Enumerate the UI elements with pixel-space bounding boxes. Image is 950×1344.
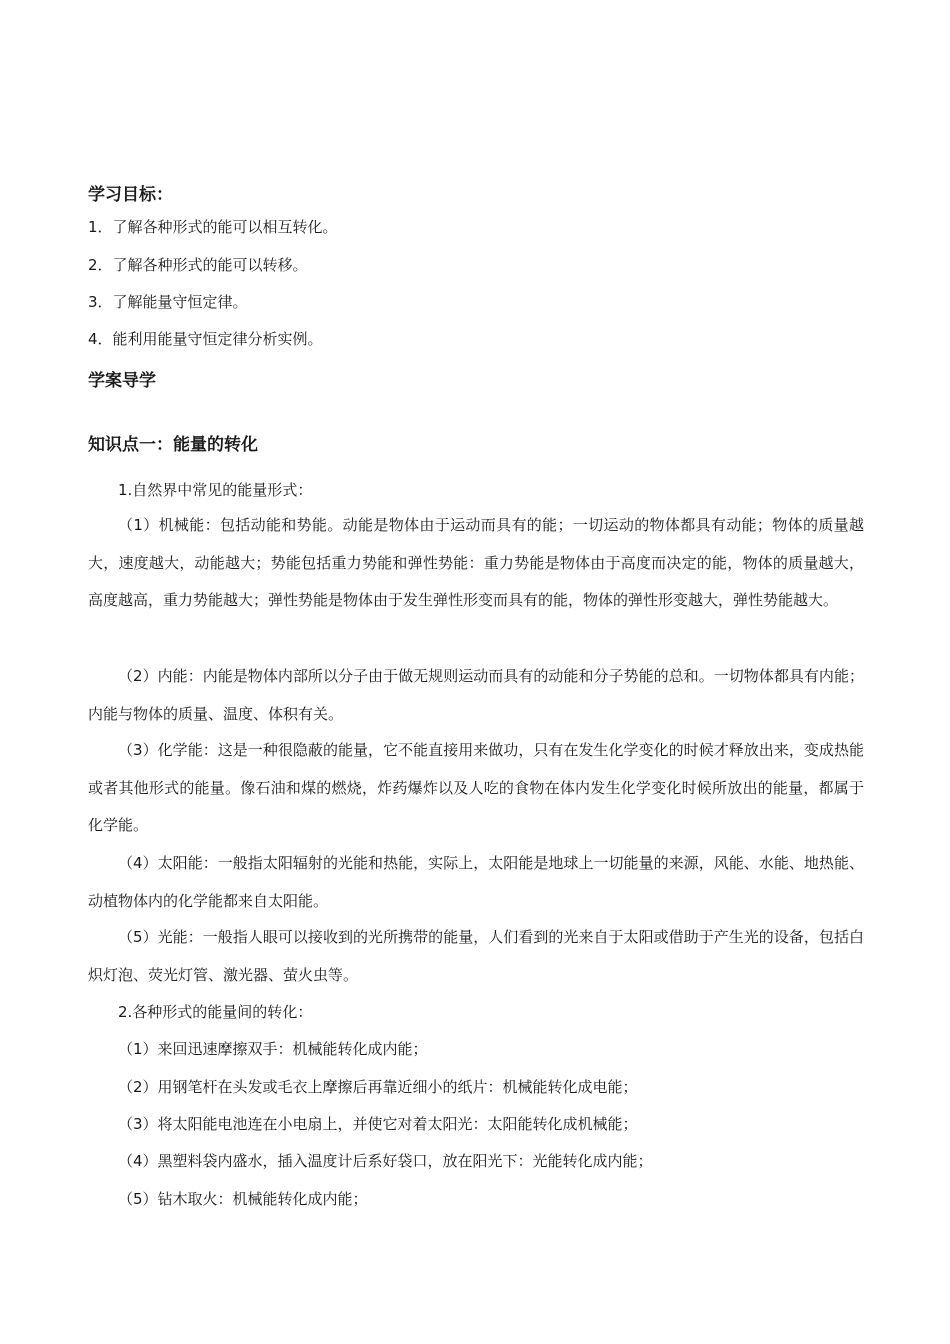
energy-form-chemical: （3）化学能：这是一种很隐蔽的能量，它不能直接用来做功，只有在发生化学变化的时候才释放出来，变成热能或者其他形式的能量。像石油和煤的燃烧，炸药爆炸以及人吃的食物在体内发生化学变化时候所放出的能量，都属于化学能。 bbox=[88, 741, 864, 834]
energy-conversion-intro: 2.各种形式的能量间的转化： bbox=[118, 1003, 313, 1021]
objective-item-2: 2．了解各种形式的能可以转移。 bbox=[88, 256, 308, 274]
energy-form-mechanical: （1）机械能：包括动能和势能。动能是物体由于运动而具有的能；一切运动的物体都具有动能；物体的质量越大，速度越大，动能越大；势能包括重力势能和弹性势能：重力势能是物体由于高度而决定的能，物体的质量越大，高度越高，重力势能越大；弹性势能是物体由于发生弹性形变而具有的能，物体的弹性形变越大，弹性势能越大。 bbox=[88, 516, 864, 609]
energy-form-solar: （4）太阳能：一般指太阳辐射的光能和热能，实际上，太阳能是地球上一切能量的来源，风能、水能、地热能、动植物体内的化学能都来自太阳能。 bbox=[88, 854, 864, 910]
energy-form-light: （5）光能：一般指人眼可以接收到的光所携带的能量，人们看到的光来自于太阳或借助于产生光的设备，包括白炽灯泡、荧光灯管、激光器、萤火虫等。 bbox=[88, 928, 864, 984]
objective-item-3: 3．了解能量守恒定律。 bbox=[88, 293, 248, 311]
objectives-title: 学习目标： bbox=[88, 185, 173, 205]
conversion-item-2: （2）用钢笔杆在头发或毛衣上摩擦后再靠近细小的纸片：机械能转化成电能； bbox=[118, 1078, 638, 1096]
guide-title: 学案导学 bbox=[88, 371, 156, 391]
conversion-item-5: （5）钻木取火：机械能转化成内能； bbox=[118, 1190, 368, 1208]
objective-item-1: 1．了解各种形式的能可以相互转化。 bbox=[88, 218, 338, 236]
knowledge-point-title: 知识点一：能量的转化 bbox=[88, 435, 258, 455]
objective-item-4: 4．能利用能量守恒定律分析实例。 bbox=[88, 330, 323, 348]
conversion-item-3: （3）将太阳能电池连在小电扇上，并使它对着太阳光：太阳能转化成机械能； bbox=[118, 1115, 638, 1133]
energy-form-internal: （2）内能：内能是物体内部所以分子由于做无规则运动而具有的动能和分子势能的总和。一切物体都具有内能；内能与物体的质量、温度、体积有关。 bbox=[88, 667, 864, 723]
conversion-item-1: （1）来回迅速摩擦双手：机械能转化成内能； bbox=[118, 1040, 428, 1058]
conversion-item-4: （4）黑塑料袋内盛水，插入温度计后系好袋口，放在阳光下：光能转化成内能； bbox=[118, 1152, 653, 1170]
energy-forms-intro: 1.自然界中常见的能量形式： bbox=[118, 481, 313, 499]
